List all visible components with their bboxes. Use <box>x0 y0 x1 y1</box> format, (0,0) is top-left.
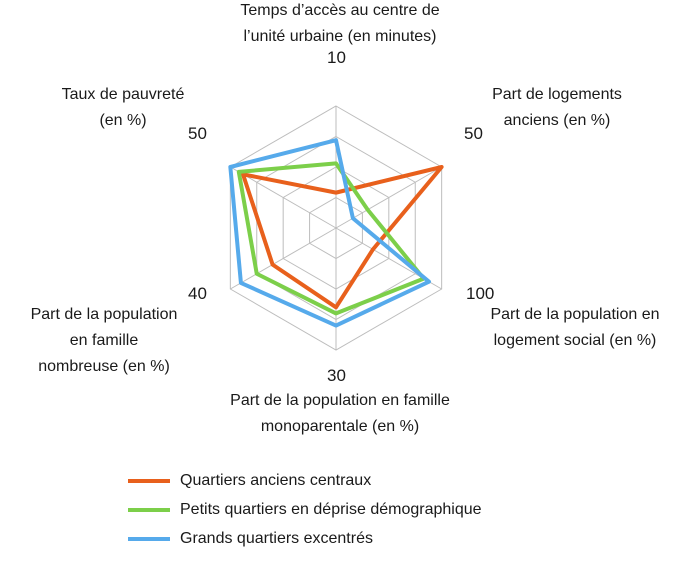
tick-max-social-housing: 100 <box>466 284 495 303</box>
legend-item <box>128 466 482 495</box>
axis-label-old-housing: Part de logements anciens (en %) <box>492 86 622 129</box>
legend-label: Grands quartiers excentrés <box>180 529 373 547</box>
axis-label-access-time: Temps d’accès au centre de l’unité urbaine (en minutes) <box>240 2 440 45</box>
legend-item <box>128 524 482 553</box>
tick-max-access-time: 10 <box>327 48 346 67</box>
tick-max-old-housing: 50 <box>464 124 483 143</box>
axis-label-single-parent: Part de la population en famille monoparentale (en %) <box>230 392 450 435</box>
legend-swatch <box>128 479 170 483</box>
axis-label-large-family: Part de la population en famille nombreuse (en %) <box>30 306 178 375</box>
legend <box>128 466 482 553</box>
legend-swatch <box>128 508 170 512</box>
axis-label-poverty-rate: Taux de pauvreté (en %) <box>61 86 185 129</box>
legend-label: Quartiers anciens centraux <box>180 471 372 489</box>
series-line <box>243 167 442 307</box>
legend-label: Petits quartiers en déprise démographique <box>180 500 482 518</box>
series-line <box>239 163 424 313</box>
legend-item <box>128 495 482 524</box>
tick-max-single-parent: 30 <box>327 366 346 385</box>
legend-swatch <box>128 537 170 541</box>
tick-max-poverty-rate: 50 <box>188 124 207 143</box>
tick-max-large-family: 40 <box>188 284 207 303</box>
axis-label-social-housing: Part de la population en logement social (en %) <box>490 306 660 349</box>
